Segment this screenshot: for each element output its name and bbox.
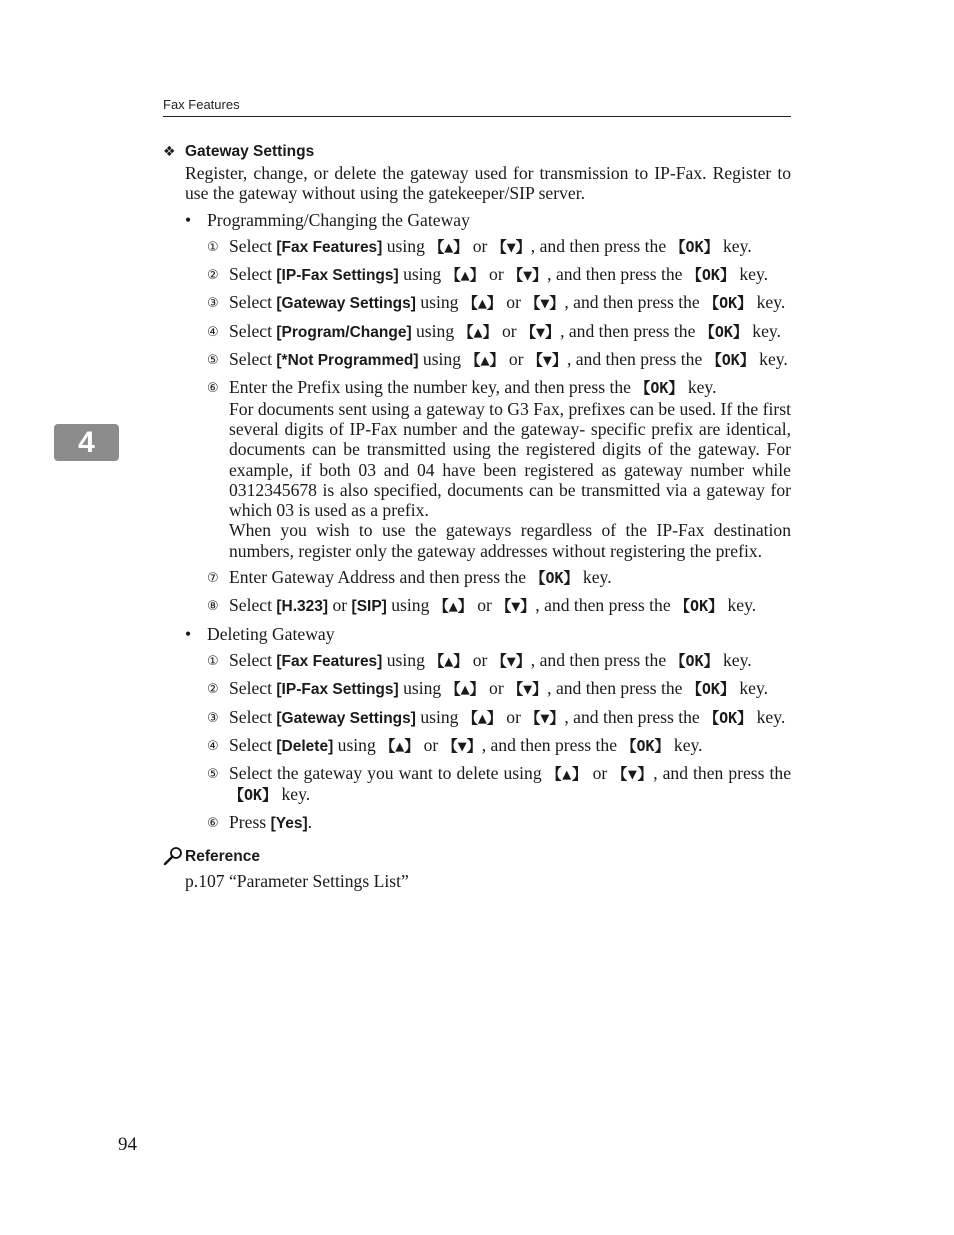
- magnifier-icon: [163, 846, 185, 868]
- ok-key: 【OK】: [699, 322, 748, 341]
- step-text: Select [Gateway Settings] using 【▲】 or 【▼】, and then press the 【OK】 key.: [229, 706, 786, 727]
- up-key: 【▲】: [445, 266, 485, 285]
- reference-heading: [163, 846, 791, 868]
- ok-key: 【OK】: [229, 786, 278, 805]
- step-number: ⑥: [207, 381, 219, 397]
- ok-key: 【OK】: [706, 351, 755, 370]
- diamond-bullet-icon: ❖: [163, 144, 176, 160]
- ok-key: 【OK】: [704, 294, 753, 313]
- ok-key: 【OK】: [686, 680, 735, 699]
- step-number: ③: [207, 296, 219, 312]
- step-number: ①: [207, 653, 219, 669]
- up-key: 【▲】: [462, 708, 502, 727]
- page-header: [163, 96, 791, 117]
- up-key: 【▲】: [458, 322, 498, 341]
- ok-key: 【OK】: [635, 379, 684, 398]
- step-item: [207, 812, 791, 834]
- step-number: ⑤: [207, 353, 219, 369]
- chapter-tab: 4: [54, 424, 119, 461]
- step-text: Select [H.323] or [SIP] using 【▲】 or 【▼】, and then press the 【OK】 key.: [229, 595, 757, 616]
- ok-key: 【OK】: [670, 651, 719, 670]
- step-item: [207, 349, 791, 371]
- section-heading: [163, 141, 791, 163]
- ui-item: [Gateway Settings]: [276, 295, 416, 313]
- up-key: 【▲】: [465, 351, 505, 370]
- down-key: 【▼】: [491, 237, 531, 256]
- reference-link: p.107 “Parameter Settings List”: [185, 871, 409, 892]
- step-number: ⑥: [207, 815, 219, 831]
- step-number: ②: [207, 682, 219, 698]
- step-item: [207, 763, 791, 806]
- step-text: Select [Program/Change] using 【▲】 or 【▼】, and then press the 【OK】 key.: [229, 320, 781, 341]
- ui-item: [*Not Programmed]: [276, 352, 419, 370]
- step-text: Select the gateway you want to delete using 【▲】 or 【▼】, and then press the 【OK】 key.: [229, 763, 792, 805]
- step-text: Press [Yes].: [229, 811, 313, 832]
- ui-item: [Yes]: [270, 814, 308, 832]
- header-title: Fax Features: [163, 97, 240, 112]
- up-key: 【▲】: [445, 680, 485, 699]
- main-content: [163, 141, 791, 892]
- ui-item: [H.323]: [276, 598, 329, 616]
- bullet-dot: •: [185, 209, 192, 230]
- step-item: [207, 735, 791, 757]
- down-key: 【▼】: [525, 294, 565, 313]
- step-text: Select [Delete] using 【▲】 or 【▼】, and then press the 【OK】 key.: [229, 734, 703, 755]
- up-key: 【▲】: [429, 237, 469, 256]
- up-key: 【▲】: [429, 651, 469, 670]
- step-number: ⑤: [207, 767, 219, 783]
- down-key: 【▼】: [521, 322, 561, 341]
- step-number: ④: [207, 738, 219, 754]
- down-key: 【▼】: [496, 597, 536, 616]
- ui-item: [IP-Fax Settings]: [276, 681, 399, 699]
- up-key: 【▲】: [433, 597, 473, 616]
- step-item: [207, 595, 791, 617]
- down-key: 【▼】: [527, 351, 567, 370]
- step-detail: When you wish to use the gateways regardless of the IP-Fax destination numbers, register only the gateway addresses without registering the prefix.: [229, 520, 791, 561]
- down-key: 【▼】: [508, 266, 548, 285]
- up-key: 【▲】: [380, 736, 420, 755]
- ok-key: 【OK】: [530, 569, 579, 588]
- page-number: 94: [118, 1134, 137, 1155]
- step-text: Enter the Prefix using the number key, and then press the 【OK】 key. For documents sent using a gateway to G3 Fax, prefixes can be used. If the first several digits of IP-Fax number and the gateway- specific prefix are identical, documents can be transmitted using the registered digits of the gateway. For example, if both 03 and 04 have been registered as gateway number while 0312345678 is also specified, documents can be transmitted via a gateway for which 03 is used as a prefix. When you wish to use the gateways regardless of the IP-Fax destination numbers, register only the gateway addresses without registering the prefix.: [229, 377, 791, 561]
- ok-key: 【OK】: [704, 708, 753, 727]
- ui-item: [Fax Features]: [276, 238, 383, 256]
- section-title: Gateway Settings: [185, 143, 315, 160]
- ok-key: 【OK】: [670, 237, 719, 256]
- bullet-title: Deleting Gateway: [207, 623, 335, 644]
- step-text: Select [Gateway Settings] using 【▲】 or 【▼】, and then press the 【OK】 key.: [229, 292, 786, 313]
- step-text: Select [Fax Features] using 【▲】 or 【▼】, and then press the 【OK】 key.: [229, 649, 752, 670]
- step-item: [207, 321, 791, 343]
- step-number: ①: [207, 239, 219, 255]
- step-item: [207, 264, 791, 286]
- step-item: [207, 567, 791, 589]
- step-number: ④: [207, 324, 219, 340]
- bullet-deleting: [185, 624, 791, 644]
- up-key: 【▲】: [546, 765, 588, 784]
- step-item: [207, 678, 791, 700]
- down-key: 【▼】: [612, 765, 654, 784]
- step-item: [207, 707, 791, 729]
- ui-item: [Gateway Settings]: [276, 709, 416, 727]
- ok-key: 【OK】: [675, 597, 724, 616]
- step-text: Select [Fax Features] using 【▲】 or 【▼】, and then press the 【OK】 key.: [229, 235, 752, 256]
- step-number: ⑧: [207, 599, 219, 615]
- section-intro: Register, change, or delete the gateway used for transmission to IP-Fax. Register to use the gateway without using the gatekeeper/SIP server.: [185, 163, 791, 204]
- step-number: ③: [207, 710, 219, 726]
- step-item: [207, 292, 791, 314]
- ok-key: 【OK】: [621, 736, 670, 755]
- bullet-programming: [185, 210, 791, 230]
- step-text: Select [IP-Fax Settings] using 【▲】 or 【▼】, and then press the 【OK】 key.: [229, 264, 769, 285]
- down-key: 【▼】: [525, 708, 565, 727]
- ui-item: [Delete]: [276, 737, 334, 755]
- ok-key: 【OK】: [686, 266, 735, 285]
- step-number: ②: [207, 268, 219, 284]
- down-key: 【▼】: [491, 651, 531, 670]
- down-key: 【▼】: [508, 680, 548, 699]
- step-text: Select [*Not Programmed] using 【▲】 or 【▼】, and then press the 【OK】 key.: [229, 349, 788, 370]
- ui-item: [IP-Fax Settings]: [276, 267, 399, 285]
- step-item: [207, 236, 791, 258]
- step-text: Enter Gateway Address and then press the 【OK】 key.: [229, 567, 612, 588]
- step-number: ⑦: [207, 571, 219, 587]
- bullet-title: Programming/Changing the Gateway: [207, 209, 470, 230]
- step-item: [207, 377, 791, 561]
- ui-item: [SIP]: [351, 598, 387, 616]
- bullet-dot: •: [185, 623, 192, 644]
- ui-item: [Program/Change]: [276, 323, 412, 341]
- up-key: 【▲】: [462, 294, 502, 313]
- step-detail: For documents sent using a gateway to G3 Fax, prefixes can be used. If the first several digits of IP-Fax number and the gateway- specific prefix are identical, documents can be transmitted using the registered digits of the gateway. For example, if both 03 and 04 have been registered as gateway number while 0312345678 is also specified, documents can be transmitted via a gateway for which 03 is used as a prefix.: [229, 398, 791, 521]
- down-key: 【▼】: [442, 736, 482, 755]
- ui-item: [Fax Features]: [276, 652, 383, 670]
- step-text: Select [IP-Fax Settings] using 【▲】 or 【▼】, and then press the 【OK】 key.: [229, 678, 769, 699]
- reference-title: Reference: [185, 848, 260, 866]
- step-item: [207, 650, 791, 672]
